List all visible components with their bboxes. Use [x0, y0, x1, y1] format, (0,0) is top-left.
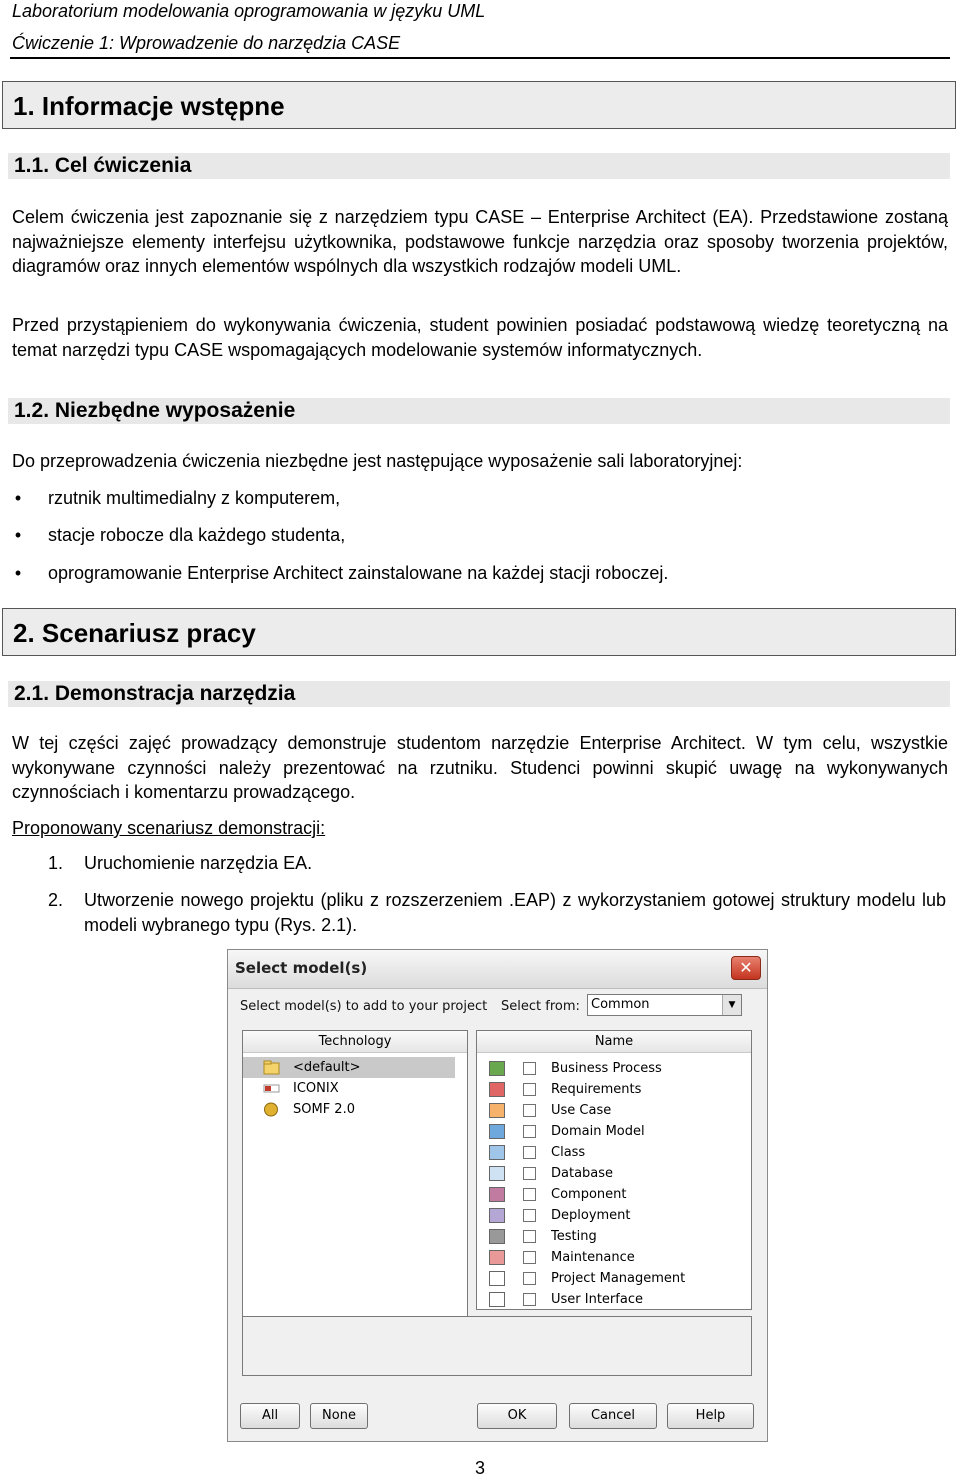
close-icon[interactable]: ✕: [731, 956, 761, 980]
model-checkbox[interactable]: [523, 1209, 536, 1222]
heading-1: 1. Informacje wstępne: [2, 81, 956, 129]
chevron-down-icon[interactable]: ▼: [722, 995, 741, 1015]
page-number: 3: [474, 1458, 485, 1478]
project-management-icon: [489, 1271, 505, 1286]
use-case-icon: [489, 1103, 505, 1118]
all-button[interactable]: All: [240, 1403, 300, 1429]
testing-icon: [489, 1229, 505, 1244]
none-button[interactable]: None: [310, 1403, 368, 1429]
help-button[interactable]: Help: [667, 1403, 754, 1429]
model-row[interactable]: Database: [477, 1163, 747, 1184]
database-icon: [489, 1166, 505, 1181]
model-row[interactable]: Component: [477, 1184, 747, 1205]
list-number: 1.: [48, 853, 64, 873]
domain-model-icon: [489, 1124, 505, 1139]
list-item: Uruchomienie narzędzia EA.: [84, 853, 313, 873]
select-from-dropdown[interactable]: Common ▼: [587, 994, 742, 1016]
user-interface-icon: [489, 1292, 505, 1307]
technology-row[interactable]: SOMF 2.0: [243, 1099, 455, 1120]
model-checkbox[interactable]: [523, 1272, 536, 1285]
dialog-titlebar: [228, 950, 767, 989]
paragraph-demo: W tej części zajęć prowadzący demonstruje studentom narzędzie Enterprise Architect. W tym celu, wszystkie wykonywane czynności należy prezentować na rzutniku. Studenci powinni skupić uwagę na wykonywanych czynnościach i komentarzu prowadzącego.: [12, 733, 948, 802]
add-models-label: Select model(s) to add to your project: [240, 999, 488, 1014]
model-row[interactable]: Deployment: [477, 1205, 747, 1226]
model-checkbox[interactable]: [523, 1293, 536, 1306]
header-rule: [10, 57, 950, 59]
list-item: Utworzenie nowego projektu (pliku z rozszerzeniem .EAP) z wykorzystaniem gotowej struktury modelu lub modeli wybranego typu (Rys. 2.1).: [84, 890, 946, 935]
bullet-icon: •: [14, 488, 22, 508]
bullet-icon: •: [14, 525, 22, 545]
model-checkbox[interactable]: [523, 1167, 536, 1180]
deployment-icon: [489, 1208, 505, 1223]
heading-2: 2. Scenariusz pracy: [2, 608, 956, 656]
description-area: [242, 1316, 752, 1376]
technology-row[interactable]: ICONIX: [243, 1078, 455, 1099]
class-icon: [489, 1145, 505, 1160]
model-checkbox[interactable]: [523, 1230, 536, 1243]
paragraph-equipment: Do przeprowadzenia ćwiczenia niezbędne jest następujące wyposażenie sali laboratoryjnej:: [12, 451, 743, 471]
select-models-dialog: [227, 949, 768, 1442]
paragraph-prereq: Przed przystąpieniem do wykonywania ćwiczenia, student powinien posiadać podstawową wiedzę teoretyczną na temat narzędzi typu CASE wspomagających modelowanie systemów informatycznych.: [12, 315, 948, 360]
model-row[interactable]: Maintenance: [477, 1247, 747, 1268]
heading-2-1: 2.1. Demonstracja narzędzia: [8, 681, 950, 707]
technology-row[interactable]: <default>: [243, 1057, 455, 1078]
name-header[interactable]: Name: [477, 1031, 751, 1053]
model-list[interactable]: [476, 1030, 752, 1310]
model-checkbox[interactable]: [523, 1062, 536, 1075]
model-row[interactable]: Domain Model: [477, 1121, 747, 1142]
folder-icon: [263, 1060, 280, 1075]
list-number: 2.: [48, 890, 64, 910]
paragraph-goal: Celem ćwiczenia jest zapoznanie się z narzędziem typu CASE – Enterprise Architect (EA). Przedstawione zostaną najważniejsze elementy interfejsu użytkownika, podstawowe funkcje narzędzia oraz sposoby tworzenia projektów, diagramów oraz innych elementów wspólnych dla wszystkich rodzajów modeli UML.: [12, 207, 948, 276]
heading-1-2: 1.2. Niezbędne wyposażenie: [8, 398, 950, 424]
heading-1-1: 1.1. Cel ćwiczenia: [8, 153, 950, 179]
model-checkbox[interactable]: [523, 1083, 536, 1096]
cancel-button[interactable]: Cancel: [569, 1403, 657, 1429]
model-checkbox[interactable]: [523, 1251, 536, 1264]
model-row[interactable]: Use Case: [477, 1100, 747, 1121]
somf-icon: [263, 1102, 280, 1117]
model-row[interactable]: Project Management: [477, 1268, 747, 1289]
model-checkbox[interactable]: [523, 1104, 536, 1117]
requirements-icon: [489, 1082, 505, 1097]
header-course: Laboratorium modelowania oprogramowania w języku UML: [12, 1, 486, 21]
model-checkbox[interactable]: [523, 1146, 536, 1159]
model-row[interactable]: Class: [477, 1142, 747, 1163]
business-process-icon: [489, 1061, 505, 1076]
iconix-icon: [263, 1081, 280, 1096]
header-exercise: Ćwiczenie 1: Wprowadzenie do narzędzia CASE: [12, 33, 401, 53]
model-row[interactable]: Requirements: [477, 1079, 747, 1100]
bullet-icon: •: [14, 563, 22, 583]
model-checkbox[interactable]: [523, 1188, 536, 1201]
model-row[interactable]: Business Process: [477, 1058, 747, 1079]
model-row[interactable]: User Interface: [477, 1289, 747, 1310]
select-from-label: Select from:: [501, 999, 580, 1014]
maintenance-icon: [489, 1250, 505, 1265]
ok-button[interactable]: OK: [477, 1403, 557, 1429]
model-checkbox[interactable]: [523, 1125, 536, 1138]
scenario-subtitle: Proponowany scenariusz demonstracji:: [12, 818, 326, 838]
technology-header[interactable]: Technology: [243, 1031, 467, 1053]
component-icon: [489, 1187, 505, 1202]
model-row[interactable]: Testing: [477, 1226, 747, 1247]
dialog-title: Select model(s): [235, 959, 368, 977]
